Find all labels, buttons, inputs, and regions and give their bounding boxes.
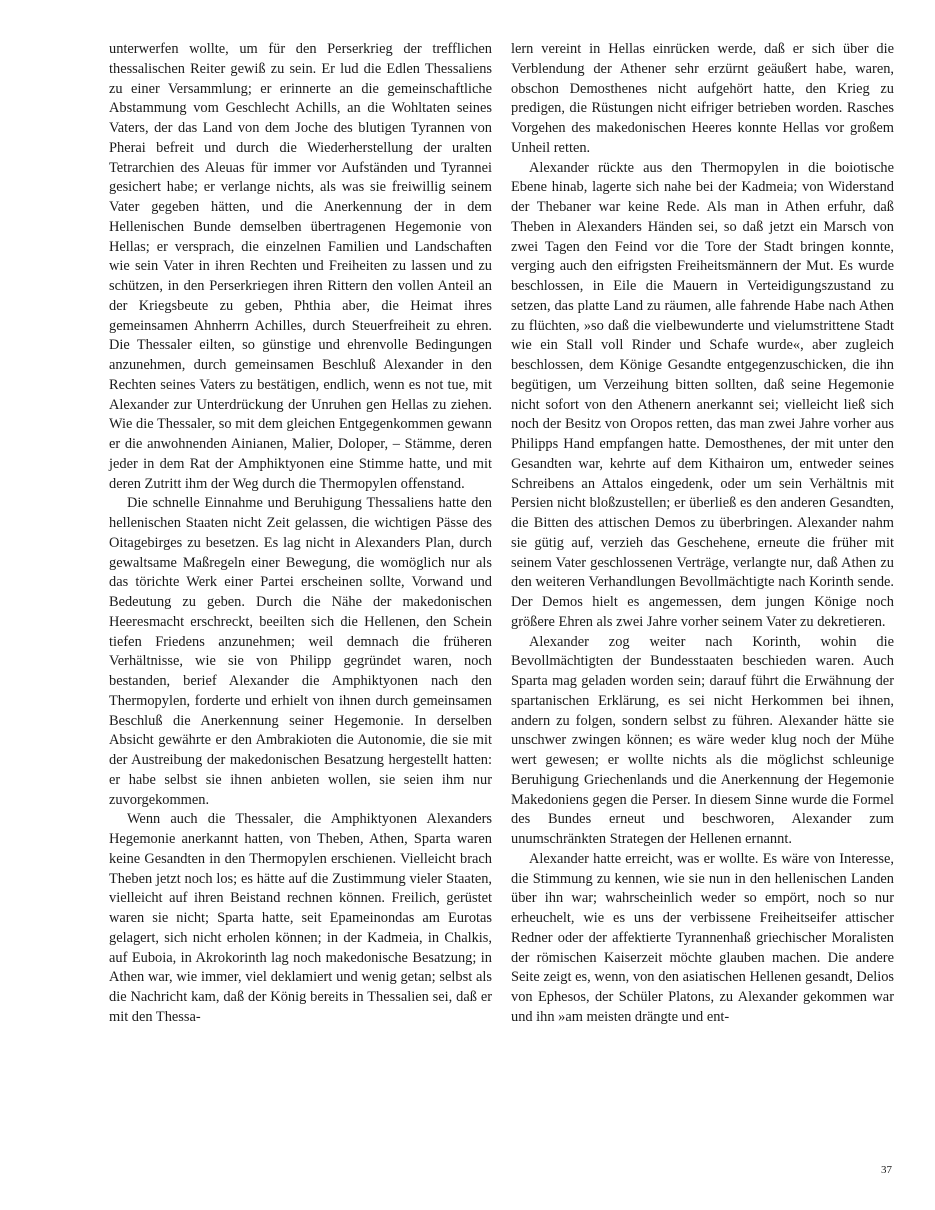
left-column (109, 40, 492, 1028)
paragraph: Wenn auch die Thessaler, die Amphiktyonen Alexanders Hegemonie anerkannt hatten, von Theben, Athen, Sparta waren keine Gesandten in den Thermopylen erschienen. Vielleicht brach Theben jetzt noch los; es hätte auf die Zustimmung vieler Staaten, vielleicht auf ihren Beistand rechnen können. Freilich, gerüstet waren sie nicht; Sparta hatte, seit Epameinondas am Eurotas gelagert, sich nicht erholen können; in der Kadmeia, in Chalkis, auf Euboia, in Akrokorinth lag noch makedonische Besatzung; in Athen war, wie immer, viel deklamiert und wenig getan; selbst als die Nachricht kam, daß der König bereits in Thessalien sei, daß er mit den Thessa- (109, 811, 492, 1025)
paragraph: Alexander hatte erreicht, was er wollte. Es wäre von Interesse, die Stimmung zu kennen, wie sie nun in den hellenischen Landen über ihn war; wahrscheinlich weder so empört, noch so nur erheuchelt, wie es uns der verbissene Freiheitseifer attischer Redner oder der affektierte Tyrannenhaß griechischer Moralisten der römischen Kaiserzeit möchte glauben machen. Die andere Seite zeigt es, wenn, von den asiatischen Hellenen gesandt, Delios von Ephesos, der Schüler Platons, zu Alexander gekommen war und ihn »am meisten drängte und ent- (511, 850, 894, 1025)
paragraph: lern vereint in Hellas einrücken werde, daß er sich über die Verblendung der Athener sehr erzürnt geäußert habe, waren, obschon Demosthenes nicht aufgehört hatte, den Krieg zu predigen, die Rüstungen nicht eifriger betrieben worden. Rasches Vorgehen des makedonischen Heeres konnte Hellas vor großem Unheil retten. (511, 41, 894, 156)
paragraph: Die schnelle Einnahme und Beruhigung Thessaliens hatte den hellenischen Staaten nicht Zeit gelassen, die wichtigen Pässe des Oitagebirges zu besetzen. Es lag nicht in Alexanders Plan, durch gewaltsame Maßregeln einer Bewegung, die womöglich nur als das törichte Werk einer Partei erscheinen sollte, Vorwand und Bedeutung zu geben. Durch die Nähe der makedonischen Heeresmacht erschreckt, beeilten sich die Hellenen, den Schein tiefen Friedens anzunehmen; weil demnach die früheren Verhältnisse, wie sie von Philipp gegründet waren, noch bestanden, berief Alexander die Amphiktyonen nach den Thermopylen, forderte und erhielt von ihnen durch gemeinsamen Beschluß die Anerkennung seiner Hegemonie. In derselben Absicht gewährte er den Ambrakioten die Autonomie, die sie mit der Austreibung der makedonischen Besatzung hergestellt hatten: er habe selbst sie ihnen anbieten wollen, sie seien ihm nur zuvorgekommen. (109, 495, 492, 808)
paragraph: Alexander zog weiter nach Korinth, wohin die Bevollmächtigten der Bundesstaaten beschieden waren. Auch Sparta mag geladen worden sein; darauf führt die Erwähnung der spartanischen Erklärung, es sei nicht Herkommen bei ihnen, andern zu folgen, sondern selbst zu führen. Alexander hätte sie unschwer zwingen können; es wäre weder klug noch der Mühe wert gewesen; er wollte nichts als die möglichst schleunige Beruhigung Griechenlands und die Anerkennung der Hegemonie Makedoniens gegen die Perser. In diesem Sinne wurde die Formel des Bundes erneut und beschworen, Alexander zum unumschränkten Strategen der Hellenen ernannt. (511, 633, 894, 847)
right-column (511, 40, 894, 1028)
paragraph: unterwerfen wollte, um für den Perserkrieg der trefflichen thessalischen Reiter gewiß zu sein. Er lud die Edlen Thessaliens zu einer Versammlung; er erinnerte an die gemeinschaftliche Abstammung vom Geschlecht Achills, an die Wohltaten seines Vaters, der das Land von dem Joche des blutigen Tyrannen von Pherai befreit und durch die Wiederherstellung der uralten Tetrarchien des Aleuas für immer vor Aufständen und Tyrannei gesichert habe; er verlange nichts, als was sie freiwillig seinem Vater gegeben hätten, und die Anerkennung der in dem Hellenischen Bunde demselben übertragenen Hegemonie von Hellas; er versprach, die einzelnen Familien und Landschaften wie sein Vater in ihren Rechten und Freiheiten zu lassen und zu schützen, in den Perserkriegen ihren Rittern den vollen Anteil an der Kriegsbeute zu geben, Phthia aber, die Heimat ihres gemeinsamen Ahnherrn Achilles, durch Steuerfreiheit zu ehren. Die Thessaler eilten, so günstige und ehrenvolle Bedingungen anzunehmen, durch gemeinsamen Beschluß Alexander in den Rechten seines Vaters zu bestätigen, endlich, wenn es not tue, mit Alexander zur Unterdrückung der Unruhen gen Hellas zu ziehen. Wie die Thessaler, so mit dem gleichen Entgegenkommen gewann er die anwohnenden Ainianen, Malier, Doloper, – Stämme, deren jeder in dem Rat der Amphiktyonen eine Stimme hatte, und mit deren Zutritt ihm der Weg durch die Thermopylen offenstand. (109, 41, 492, 492)
paragraph: Alexander rückte aus den Thermopylen in die boiotische Ebene hinab, lagerte sich nahe bei der Kadmeia; von Widerstand der Thebaner war keine Rede. Als man in Athen erfuhr, daß Theben in Alexanders Händen sei, so daß jetzt ein Marsch von zwei Tagen den Feind vor die Tore der Stadt bringen konnte, verging auch den eifrigsten Freiheitsmännern der Mut. Es wurde beschlossen, in Eile die Mauern in Verteidigungszustand zu setzen, das platte Land zu räumen, alle fahrende Habe nach Athen zu flüchten, »so daß die vielbewunderte und vielumstrittene Stadt wie ein Stall voll Rinder und Schafe wurde«, aber zugleich beschlossen, dem Könige Gesandte entgegenzuschicken, die ihn begütigen, um Verzeihung bitten sollten, daß seine Hegemonie nicht sofort von den Athenern anerkannt sei; vielleicht ließ sich noch der Besitz von Oropos retten, das man zwei Jahre vorher aus Philipps Hand empfangen hatte. Demosthenes, der mit unter den Gesandten war, kehrte auf dem Kithairon um, entweder seines Schreibens an Attalos eingedenk, oder um sein Verhältnis mit Persien nicht bloßzustellen; er überließ es den anderen Gesandten, die Bitten des attischen Demos zu überbringen. Alexander nahm sie gütig auf, verzieh das Geschehene, erneute die früher mit seinem Vater geschlossenen Verträge, verlangte nur, daß Athen zu den weiteren Verhandlungen Bevollmächtigte nach Korinth sende. Der Demos hielt es angemessen, dem jungen Könige noch größere Ehren als zwei Jahre vorher seinem Vater zu dekretieren. (511, 159, 894, 630)
page-number: 37 (881, 1164, 892, 1176)
